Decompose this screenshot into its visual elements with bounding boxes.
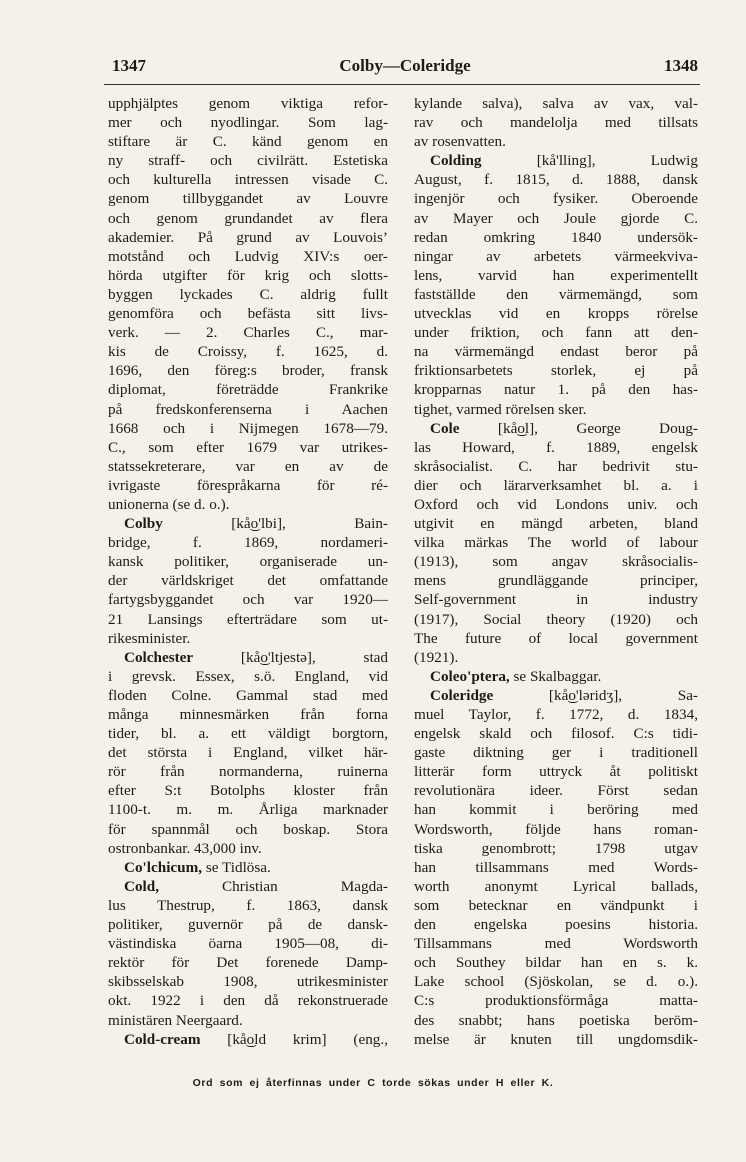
line-text: lus Thestrup, f. 1863, dansk [108,896,388,914]
text-line [414,705,698,724]
text-line [108,686,388,705]
right-page-number: 1348 [664,56,698,75]
text-line [108,724,388,743]
line-text: upphjälptes genom viktiga refor- [108,95,388,112]
text-line [108,743,388,762]
text-line [414,781,698,800]
line-text: skibsselskab 1908, utrikesminister [108,973,388,991]
line-text: Oxford och vid Londons univ. och [414,495,698,513]
line-text: av Mayer och Joule gjorde C. [414,209,698,227]
footer-note: Ord som ej återfinnas under C torde sökas under H eller K. [192,1077,554,1089]
text-line [108,438,388,457]
line-text: floden Colne. Gammal stad med [108,686,388,704]
entry-line [414,667,698,686]
line-text: se Skalbaggar. [509,667,602,685]
entry-line [108,877,388,896]
line-text: August, f. 1815, d. 1888, dansk [414,171,698,189]
text-line [108,209,388,228]
text-line [414,648,698,667]
text-line [108,419,388,438]
entry-headword: Cold, [124,877,160,895]
text-line [108,304,388,323]
line-text: stiftare är C. känd genom en [108,133,388,151]
line-text: revolutionära ideer. Först sedan [414,782,698,800]
text-line [414,476,698,495]
text-line [414,610,698,629]
line-text: kropparnas natur 1. på den has- [414,381,698,399]
line-text: (1917), Social theory (1920) och [414,610,698,628]
header-rule [104,84,700,85]
line-text: rikesminister. [108,629,191,647]
line-text: i grevsk. Essex, s.ö. England, vid [108,667,388,685]
line-text: skråsocialist. C. har bedrivit stu- [414,457,698,475]
line-text: genomföra och befästa sitt livs- [108,305,388,323]
text-line [414,323,698,342]
line-text: redan omkring 1840 undersök- [414,228,698,246]
line-text: motstånd och Ludvig XIV:s oer- [108,247,388,265]
line-text: ivrigaste förespråkarna för ré- [108,476,388,494]
entry-headword: Coleo'ptera, [430,667,510,685]
text-line [108,972,388,991]
text-line [108,667,388,686]
line-text: akademier. På grund av Louvois’ [108,228,388,246]
text-line [108,266,388,285]
line-text: byggen lyckades C. aldrig fullt [108,285,388,303]
text-line [108,189,388,208]
line-text: friktionsarbetets storlek, ej på [414,362,698,380]
text-line [108,533,388,552]
entry-headword: Colding [430,152,482,170]
line-text: unionerna (se d. o.). [108,495,230,513]
line-text: [kå͜old krim] (eng., [200,1030,388,1048]
entry-headword: Cole [430,419,460,437]
entry-headword: Colchester [124,648,194,666]
line-text: på fredskonferenserna i Aachen [108,400,388,418]
text-line [108,991,388,1010]
text-line [414,858,698,877]
text-line [414,361,698,380]
line-text: som betecknar en vändpunkt i [414,896,698,914]
line-text: bridge, f. 1869, nordameri- [108,534,388,552]
text-line [108,552,388,571]
text-line [414,189,698,208]
line-text: rör från normanderna, ruinerna [108,763,388,781]
text-line [414,915,698,934]
text-line [108,781,388,800]
text-line [108,361,388,380]
text-line [414,972,698,991]
text-line [108,476,388,495]
text-line [108,495,388,514]
line-text: dier och lärarverksamhet bl. a. i [414,476,698,494]
line-text: det största i England, vilket här- [108,744,388,762]
text-line [414,877,698,896]
line-text: Self-government in industry [414,591,698,609]
text-line [414,1030,698,1049]
line-text: Lake school (Sjöskolan, se d. o.). [414,973,698,991]
text-line [414,495,698,514]
line-text: politiker, guvernör på de dansk- [108,916,388,934]
text-line [414,457,698,476]
entry-line [414,686,698,705]
entry-line [414,419,698,438]
line-text: västindiska öarna 1905—08, di- [108,935,388,953]
text-line [414,953,698,972]
text-line [108,934,388,953]
text-line [108,896,388,915]
entry-line [108,648,388,667]
line-text: lens, varvid han experimentellt [414,266,698,284]
text-line [108,953,388,972]
line-text: och kulturella intressen visade C. [108,171,388,189]
left-page-number: 1347 [112,56,146,75]
line-text: tighet, varmed rörelsen sker. [414,400,587,418]
text-line [414,991,698,1010]
line-text: han kommit i beröring med [414,801,698,819]
line-text: Wordsworth, följde hans roman- [414,820,698,838]
line-text: (1921). [414,648,459,666]
text-line [414,839,698,858]
line-text: na värmemängd endast beror på [414,343,698,361]
text-line [108,228,388,247]
entry-line [414,151,698,170]
right-column [414,94,698,1049]
text-line [108,629,388,648]
line-text: gaste diktning ger i traditionell [414,744,698,762]
line-text: kansk politiker, organiserade un- [108,553,388,571]
text-line [108,400,388,419]
line-text: rav och mandelolja med tillsats [414,114,698,132]
text-line [108,839,388,858]
text-line [414,1011,698,1030]
line-text: och genom grundandet av flera [108,209,388,227]
text-line [414,247,698,266]
text-line [414,400,698,419]
line-text: hörda utgifter för krig och slotts- [108,266,388,284]
line-text: tiska genombrott; 1798 utgav [414,839,698,857]
header-title: Colby—Coleridge [339,56,471,75]
running-header [112,56,698,82]
line-text: den engelska poesins historia. [414,916,698,934]
line-text: kylande salva), salva av vax, val- [414,95,698,112]
text-line [414,590,698,609]
line-text: [kå͜o'lbi], Bain- [162,515,388,533]
text-line [108,915,388,934]
text-line [414,820,698,839]
text-line [108,151,388,170]
line-text: av rosenvatten. [414,133,506,151]
line-text: för spannmål och boskap. Stora [108,820,388,838]
line-text: mer och nyodlingar. Som lag- [108,114,388,132]
text-line [414,113,698,132]
text-line [414,743,698,762]
text-line [108,323,388,342]
line-text: 1696, den föreg:s broder, fransk [108,362,388,380]
line-text: vilka märkas The world of labour [414,534,698,552]
text-line [414,266,698,285]
line-text: han tillsammans med Words- [414,858,698,876]
line-text: fartygsbyggandet och var 1920— [108,591,388,609]
line-text: 1100-t. m. m. Årliga marknader [108,801,388,819]
line-text: 21 Lansings efterträdare som ut- [108,610,388,628]
line-text: Tillsammans med Wordsworth [414,935,698,953]
line-text: kis de Croissy, f. 1625, d. [108,343,388,361]
text-line [414,934,698,953]
entry-line [108,858,388,877]
line-text: engelsk skald och filosof. C:s tidi- [414,725,698,743]
text-line [414,228,698,247]
text-line [414,533,698,552]
entry-headword: Co'lchicum, [124,858,203,876]
line-text: C:s produktionsförmåga matta- [414,992,698,1010]
text-line [108,610,388,629]
text-line [108,820,388,839]
line-text: många minnesmärken från forna [108,706,388,723]
line-text: Christian Magda- [159,877,388,895]
text-line [108,571,388,590]
line-text: ingenjör och fysiker. Oberoende [414,190,698,208]
line-text: fastställde den värmemängd, som [414,285,698,303]
line-text: diplomat, företrädde Frankrike [108,381,388,399]
line-text: ny straff- och civilrätt. Estetiska [108,152,388,170]
line-text: The future of local government [414,629,698,647]
line-text: verk. — 2. Charles C., mar- [108,324,388,342]
text-line [414,514,698,533]
line-text: der världskriget det omfattande [108,572,388,590]
line-text: [kå͜o'ləridʒ], Sa- [493,686,698,704]
text-line [108,285,388,304]
line-text: des snabbt; hans poetiska beröm- [414,1011,698,1029]
left-column [108,94,388,1049]
line-text: tider, bl. a. ett väldigt borgtorn, [108,725,388,743]
line-text: [kå͜ol], George Doug- [459,419,698,437]
text-line [108,800,388,819]
text-line [414,209,698,228]
line-text: [kå͜o'ltjestə], stad [193,648,388,666]
text-line [414,629,698,648]
entry-headword: Colby [124,515,163,533]
line-text: C., som efter 1679 var utrikes- [108,438,388,456]
text-line [108,342,388,361]
line-text: efter S:t Botolphs kloster från [108,782,388,800]
line-text: se Tidlösa. [202,858,271,876]
line-text: utgivit en mängd arbeten, bland [414,515,698,533]
line-text: under friktion, och fann att den- [414,324,698,342]
line-text: mens grundläggande principer, [414,572,698,590]
text-line [414,800,698,819]
text-line [414,380,698,399]
text-line [414,724,698,743]
line-text: worth anonymt Lyrical ballads, [414,877,698,895]
text-line [108,94,388,113]
text-line [108,762,388,781]
entry-headword: Coleridge [430,686,494,704]
text-line [414,170,698,189]
text-line [108,1011,388,1030]
text-line [108,132,388,151]
text-line [414,438,698,457]
text-line [108,170,388,189]
line-text: litterär form uttryck åt politiskt [414,763,698,781]
line-text: [kå'lling], Ludwig [481,152,698,170]
text-line [108,457,388,476]
line-text: rektör för Det forenede Damp- [108,954,388,972]
line-text: ostronbankar. 43,000 inv. [108,839,262,857]
line-text: okt. 1922 i den då rekonstruerade [108,992,388,1010]
text-line [414,896,698,915]
line-text: las Howard, f. 1889, engelsk [414,438,698,456]
text-line [414,552,698,571]
entry-line [108,514,388,533]
line-text: genom tillbyggandet av Louvre [108,190,388,208]
text-line [414,342,698,361]
line-text: ningar av arbetets värmeekviva- [414,247,698,265]
text-line [108,705,388,724]
line-text: muel Taylor, f. 1772, d. 1834, [414,706,698,723]
entry-headword: Cold-cream [124,1030,201,1048]
line-text: och Southey bildar han en s. k. [414,954,698,972]
line-text: ministären Neergaard. [108,1011,243,1029]
text-line [414,94,698,113]
text-line [108,247,388,266]
line-text: melse är knuten till ungdomsdik- [414,1030,698,1048]
text-line [414,304,698,323]
text-line [414,132,698,151]
text-line [414,762,698,781]
text-line [414,571,698,590]
text-line [108,590,388,609]
line-text: statssekreterare, var en av de [108,457,388,475]
line-text: 1668 och i Nijmegen 1678—79. [108,419,388,437]
text-line [414,285,698,304]
text-line [108,380,388,399]
entry-line [108,1030,388,1049]
line-text: (1913), som angav skråsocialis- [414,553,698,571]
text-line [108,113,388,132]
line-text: utvecklas vid en kropps rörelse [414,305,698,323]
